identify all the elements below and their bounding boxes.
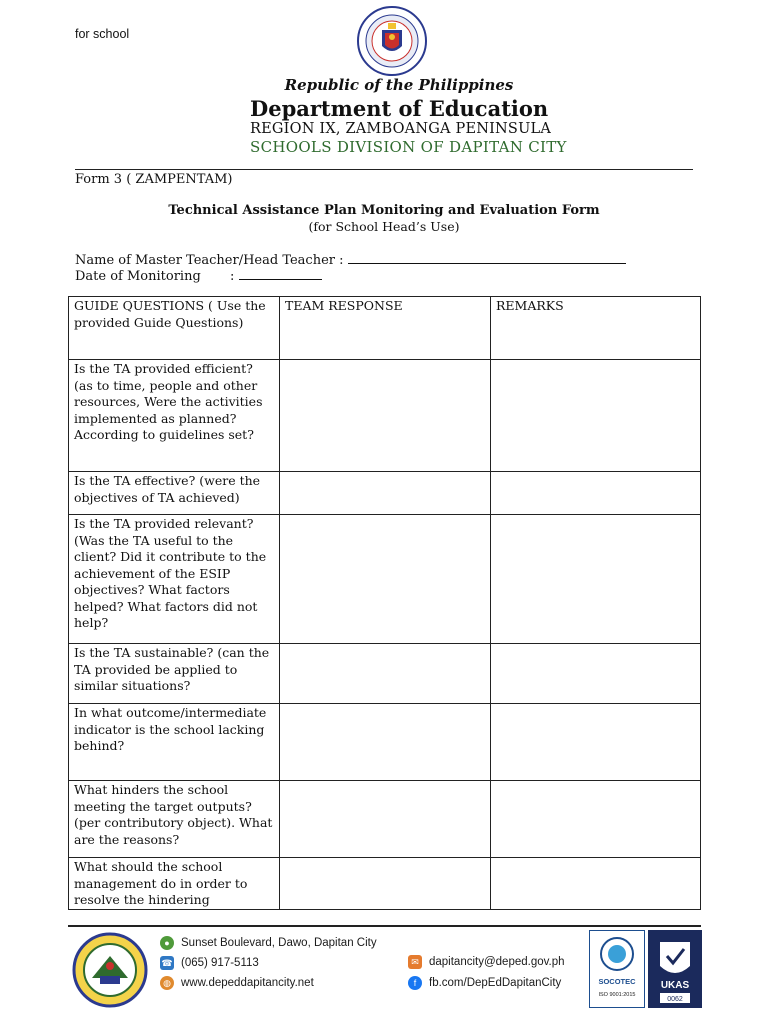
remarks-cell[interactable] — [491, 360, 701, 472]
table-row — [69, 644, 701, 704]
guide-question-cell: What hinders the school meeting the target outputs? (per contributory object). What are the reasons? — [69, 781, 280, 858]
date-input-line[interactable] — [239, 267, 322, 280]
website-text[interactable]: www.depeddapitancity.net — [181, 977, 314, 990]
footer-divider — [68, 925, 701, 927]
footer-address — [160, 936, 377, 950]
date-label: Date of Monitoring — [75, 269, 201, 284]
facebook-icon: f — [408, 976, 422, 990]
date-colon: : — [230, 269, 235, 284]
remarks-cell[interactable] — [491, 781, 701, 858]
remarks-cell[interactable] — [491, 704, 701, 781]
globe-icon: ◍ — [160, 976, 174, 990]
table-row — [69, 515, 701, 644]
form-title: Technical Assistance Plan Monitoring and Evaluation Form — [168, 203, 600, 218]
table-row — [69, 858, 701, 910]
guide-question-cell: In what outcome/intermediate indicator is the school lacking behind? — [69, 704, 280, 781]
col-header-guide-questions: GUIDE QUESTIONS ( Use the provided Guide Questions) — [69, 297, 280, 360]
team-response-cell[interactable] — [280, 704, 491, 781]
col-header-remarks: REMARKS — [491, 297, 701, 360]
email-text[interactable]: dapitancity@deped.gov.ph — [429, 956, 565, 969]
division-heading: SCHOOLS DIVISION OF DAPITAN CITY — [250, 138, 567, 156]
mail-icon: ✉ — [408, 955, 422, 969]
guide-question-cell: What should the school management do in order to resolve the hindering — [69, 858, 280, 910]
name-field — [75, 251, 626, 268]
guide-question-cell: Is the TA provided relevant? (Was the TA useful to the client? Did it contribute to the achievement of the ESIP objectives? What factors helped? What factors did not help? — [69, 515, 280, 644]
footer-website — [160, 976, 314, 990]
socotec-label: SOCOTEC — [598, 977, 636, 986]
name-input-line[interactable] — [348, 251, 626, 264]
top-note: for school — [75, 27, 130, 41]
ukas-number: 0062 — [667, 996, 683, 1003]
team-response-cell[interactable] — [280, 472, 491, 515]
team-response-cell[interactable] — [280, 781, 491, 858]
phone-text: (065) 917-5113 — [181, 957, 259, 970]
facebook-text[interactable]: fb.com/DepEdDapitanCity — [429, 977, 562, 990]
republic-heading: Republic of the Philippines — [284, 76, 514, 94]
location-icon: ● — [160, 936, 174, 950]
table-row — [69, 472, 701, 515]
footer-email — [408, 955, 565, 969]
table-header-row — [69, 297, 701, 360]
address-text: Sunset Boulevard, Dawo, Dapitan City — [181, 937, 377, 950]
guide-question-cell: Is the TA sustainable? (can the TA provided be applied to similar situations? — [69, 644, 280, 704]
remarks-cell[interactable] — [491, 644, 701, 704]
deped-seal-logo — [349, 6, 435, 76]
team-response-cell[interactable] — [280, 515, 491, 644]
phone-icon: ☎ — [161, 958, 173, 968]
ukas-certification-badge — [648, 930, 702, 1008]
department-heading: Department of Education — [250, 96, 549, 121]
division-seal-logo — [70, 932, 150, 1008]
remarks-cell[interactable] — [491, 472, 701, 515]
team-response-cell[interactable] — [280, 644, 491, 704]
monitoring-table — [68, 296, 701, 910]
region-heading: REGION IX, ZAMBOANGA PENINSULA — [250, 121, 551, 137]
table-row — [69, 704, 701, 781]
form-subtitle: (for School Head’s Use) — [308, 219, 460, 234]
remarks-cell[interactable] — [491, 858, 701, 910]
remarks-cell[interactable] — [491, 515, 701, 644]
table-row — [69, 781, 701, 858]
footer-facebook — [408, 976, 561, 990]
ukas-label: UKAS — [660, 980, 690, 991]
col-header-team-response: TEAM RESPONSE — [280, 297, 491, 360]
name-label: Name of Master Teacher/Head Teacher : — [75, 253, 344, 268]
iso-label: ISO 9001:2015 — [598, 992, 636, 998]
guide-question-cell: Is the TA effective? (were the objectives of TA achieved) — [69, 472, 280, 515]
date-field — [75, 267, 322, 284]
table-row — [69, 360, 701, 472]
guide-question-cell: Is the TA provided efficient? (as to time, people and other resources, Were the activities implemented as planned? According to guidelines set? — [69, 360, 280, 472]
form-code: Form 3 ( ZAMPENTAM) — [75, 172, 233, 187]
team-response-cell[interactable] — [280, 360, 491, 472]
team-response-cell[interactable] — [280, 858, 491, 910]
socotec-certification-badge — [589, 930, 645, 1008]
footer-phone — [160, 956, 259, 970]
header-divider — [75, 169, 693, 170]
